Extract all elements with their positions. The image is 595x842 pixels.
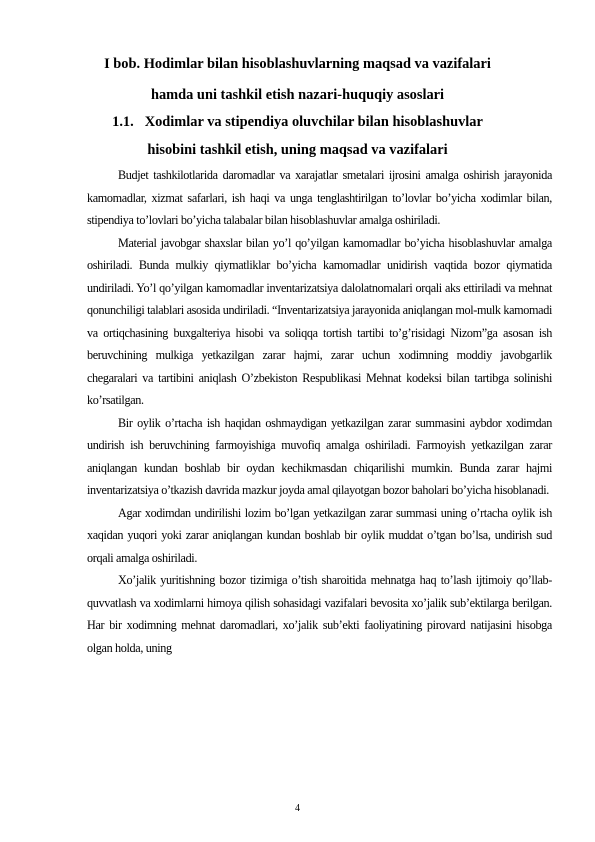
paragraph: Budjet tashkilotlarida daromadlar va xarajatlar smetalari ijrosini amalga oshirish jarayonida kamomadlar, xizmat safarlari, ish haqi va unga tenglashtirilgan to’lovlar bo’yicha xodimlar bilan, stipendiya to’lovlari bo’yicha talabalar bilan hisoblashuvlar amalga oshiriladi.	[87, 168, 552, 227]
chapter-title-line-2: hamda uni tashkil etish nazari-huquqiy asoslari	[150, 87, 445, 103]
section-title-line-1: Xodimlar va stipendiya oluvchilar bilan hisoblashuvlar	[144, 114, 483, 130]
paragraph: Bir oylik o’rtacha ish haqidan oshmaydigan yetkazilgan zarar summasini aybdor xodimdan undirish ish beruvchining farmoyishiga muvofiq amalga oshiriladi. Farmoyish yetkazilgan zarar aniqlangan kundan boshlab bir oydan kechikmasdan chiqarilishi mumkin. Bunda zarar hajmi inventarizatsiya o’tkazish davrida mazkur joyda amal qilayotgan bozor baholari bo’yicha hisoblanadi.	[87, 415, 552, 497]
page-number: 4	[295, 803, 300, 814]
paragraph: Material javobgar shaxslar bilan yo’l qo’yilgan kamomadlar bo’yicha hisoblashuvlar amalga oshiriladi. Bunda mulkiy qiymatliklar bo’yicha kamomadlar unidirish vaqtida bozor qiymatida undiriladi. Yo’l qo’yilgan kamomadlar inventarizatsiya dalolatnomalari orqali aks ettiriladi va mehnat qonunchiligi talablari asosida undiriladi. “Inventarizatsiya jarayonida aniqlangan mol-mulk kamomadi va ortiqchasining buxgalteriya hisobi va soliqqa tortish tartibi to’g’risidagi Nizom”ga asosan ish beruvchining mulkiga yetkazilgan zarar hajmi, zarar uchun xodimning moddiy javobgarlik chegaralari va tartibini aniqlash O’zbekiston Respublikasi Mehnat kodeksi bilan tartibga solinishi ko’rsatilgan.	[87, 235, 552, 407]
section-heading	[0, 113, 595, 131]
section-title-line-2: hisobini tashkil etish, uning maqsad va vazifalari	[147, 142, 448, 158]
paragraph: Agar xodimdan undirilishi lozim bo’lgan yetkazilgan zarar summasi uning o’rtacha oylik ish xaqidan yuqori yoki zarar aniqlangan kundan boshlab bir oylik muddat o’tgan bo’lsa, undirish sud orqali amalga oshiriladi.	[87, 505, 552, 565]
body-text	[87, 164, 552, 659]
chapter-title-line-1: I bob. Hodimlar bilan hisoblashuvlarning maqsad va vazifalari	[104, 56, 491, 72]
paragraph: Xo’jalik yuritishning bozor tizimiga o’tish sharoitida mehnatga haq to’lash ijtimoiy qo’llab-quvvatlash va xodimlarni himoya qilish sohasidagi vazifalari bevosita xo’jalik sub’ektilarga berilgan. Har bir xodimning mehnat daromadlari, xo’jalik sub’ekti faoliyatining pirovard natijasini hisobga olgan holda, uning	[87, 573, 552, 655]
section-number: 1.1.	[112, 114, 134, 130]
